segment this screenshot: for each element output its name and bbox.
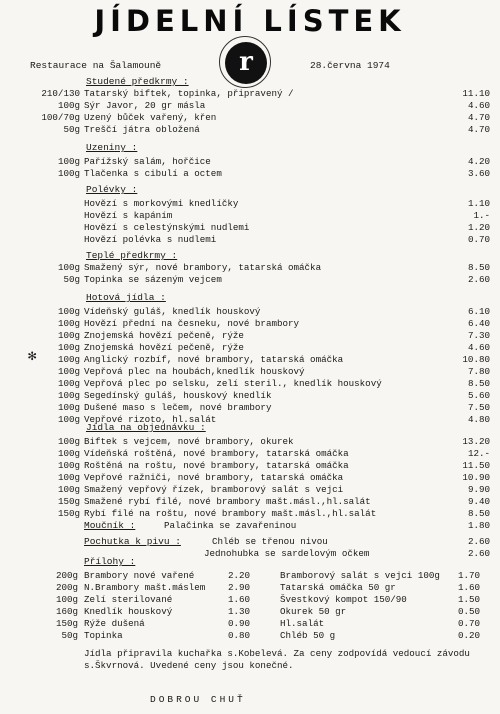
menu-item xyxy=(0,124,500,136)
restaurant-name: Restaurace na Šalamouně xyxy=(30,60,162,71)
item-price: 10.90 xyxy=(462,472,490,483)
item-price: 8.50 xyxy=(467,262,490,273)
item-price: 3.60 xyxy=(467,168,490,179)
item-name: Smažený sýr, nové brambory, tatarská omáčka xyxy=(84,262,322,273)
item-price: 12.- xyxy=(467,448,490,459)
menu-item xyxy=(0,330,500,342)
item-quantity: 100g xyxy=(57,402,80,413)
side-price: 1.30 xyxy=(228,606,251,617)
side-name: Okurek 50 gr xyxy=(280,606,347,617)
side-quantity: 200g xyxy=(55,570,78,581)
side-name: Topinka xyxy=(84,630,123,641)
item-quantity: 100g xyxy=(57,342,80,353)
item-name: Hovězí s celestýnskými nudlemi xyxy=(84,222,250,233)
item-price: 1.10 xyxy=(467,198,490,209)
menu-item xyxy=(0,378,500,390)
menu-item xyxy=(0,354,500,366)
side-name: Brambory nové vařené xyxy=(84,570,195,581)
menu-item xyxy=(0,88,500,100)
side-quantity: 200g xyxy=(55,582,78,593)
menu-item xyxy=(0,472,500,484)
item-price: 4.70 xyxy=(467,124,490,135)
item-quantity: 100g xyxy=(57,460,80,471)
item-name: Tatarský biftek, topinka, připravený / xyxy=(84,88,294,99)
side-name: Švestkový kompot 150/90 xyxy=(280,594,407,605)
menu-item xyxy=(0,484,500,496)
menu-title: JÍDELNÍ LÍSTEK xyxy=(94,4,406,38)
item-quantity: 100g xyxy=(57,354,80,365)
menu-item xyxy=(0,508,500,520)
menu-item xyxy=(0,274,500,286)
item-quantity: 100g xyxy=(57,436,80,447)
side-quantity: 100g xyxy=(55,594,78,605)
item-name: Smažené rybí filé, nové brambory mašt.másl.,hl.salát xyxy=(84,496,371,507)
side-name: Bramborový salát s vejci 100g xyxy=(280,570,440,581)
side-price: 1.50 xyxy=(458,594,481,605)
menu-item xyxy=(0,448,500,460)
item-price: 7.80 xyxy=(467,366,490,377)
item-price: 2.60 xyxy=(467,536,490,547)
item-price: 8.50 xyxy=(467,508,490,519)
side-quantity: 50g xyxy=(61,630,78,641)
item-quantity: 100g xyxy=(57,318,80,329)
logo-letter: r xyxy=(239,47,253,77)
item-quantity: 100g xyxy=(57,378,80,389)
section-teple: Teplé předkrmy : xyxy=(86,250,178,261)
side-name: Hl.salát xyxy=(280,618,325,629)
item-quantity: 50g xyxy=(63,124,80,135)
item-name: Smažený vepřový řízek, bramborový salát s vejci xyxy=(84,484,344,495)
menu-item xyxy=(0,100,500,112)
section-moucnik: Moučník : xyxy=(84,520,136,531)
item-name: Segedínský guláš, houskový knedlík xyxy=(84,390,272,401)
item-name: Roštěná na roštu, nové brambory, tatarská omáčka xyxy=(84,460,349,471)
menu-item xyxy=(0,222,500,234)
menu-item xyxy=(0,402,500,414)
item-quantity: 100g xyxy=(57,306,80,317)
menu-item xyxy=(0,262,500,274)
item-name: Tlačenka s cibulí a octem xyxy=(84,168,222,179)
item-quantity: 100g xyxy=(57,262,80,273)
side-name: N.Brambory mašt.máslem xyxy=(84,582,206,593)
section-prilohy: Přílohy : xyxy=(84,556,136,567)
side-quantity: 160g xyxy=(55,606,78,617)
side-price: 2.20 xyxy=(228,570,251,581)
item-name: Hovězí s morkovými knedlíčky xyxy=(84,198,239,209)
restaurant-logo xyxy=(225,42,267,84)
item-price: 7.50 xyxy=(467,402,490,413)
side-name: Chléb 50 g xyxy=(280,630,336,641)
menu-item xyxy=(0,414,500,426)
item-quantity: 150g xyxy=(57,508,80,519)
item-price: 4.60 xyxy=(467,100,490,111)
menu-item xyxy=(0,168,500,180)
item-quantity: 100g xyxy=(57,168,80,179)
menu-item xyxy=(0,536,500,548)
item-quantity: 100/70g xyxy=(41,112,80,123)
item-name: Hovězí polévka s nudlemi xyxy=(84,234,217,245)
item-quantity: 100g xyxy=(57,472,80,483)
item-quantity: 100g xyxy=(57,100,80,111)
item-name: Treščí játra obložená xyxy=(84,124,200,135)
item-price: 10.80 xyxy=(462,354,490,365)
item-name: Hovězí s kapáním xyxy=(84,210,173,221)
item-price: 4.20 xyxy=(467,156,490,167)
section-pochutka: Pochutka k pivu : xyxy=(84,536,181,547)
item-price: 4.70 xyxy=(467,112,490,123)
item-quantity: 50g xyxy=(63,274,80,285)
item-name: Hovězí přední na česneku, nové brambory xyxy=(84,318,300,329)
item-price: 1.80 xyxy=(467,520,490,531)
item-quantity: 210/130 xyxy=(41,88,80,99)
menu-item xyxy=(0,366,500,378)
menu-item xyxy=(0,460,500,472)
menu-item xyxy=(0,342,500,354)
menu-item xyxy=(0,234,500,246)
item-price: 6.40 xyxy=(467,318,490,329)
item-name: Biftek s vejcem, nové brambory, okurek xyxy=(84,436,294,447)
section-objednavku: Jídla na objednávku : xyxy=(86,422,206,433)
section-studene: Studené předkrmy : xyxy=(86,76,189,87)
item-name: Topinka se sázeným vejcem xyxy=(84,274,222,285)
item-price: 2.60 xyxy=(467,274,490,285)
item-price: 13.20 xyxy=(462,436,490,447)
item-quantity: 100g xyxy=(57,414,80,425)
item-name: Sýr Javor, 20 gr másla xyxy=(84,100,206,111)
item-name: Anglický rozbíf, nové brambory, tatarská omáčka xyxy=(84,354,344,365)
item-name: Vepřová plec po selsku, zelí steril., knedlík houskový xyxy=(84,378,382,389)
side-price: 0.70 xyxy=(458,618,481,629)
item-price: 9.90 xyxy=(467,484,490,495)
section-hotova: Hotová jídla : xyxy=(86,292,166,303)
item-name: Znojemská hovězí pečeně, rýže xyxy=(84,330,244,341)
menu-item xyxy=(0,318,500,330)
item-quantity: 150g xyxy=(57,496,80,507)
item-name: Uzený bůček vařený, křen xyxy=(84,112,217,123)
side-name: Rýže dušená xyxy=(84,618,145,629)
item-quantity: 100g xyxy=(57,390,80,401)
side-price: 1.60 xyxy=(228,594,251,605)
item-name: Znojemská hovězí pečeně, rýže xyxy=(84,342,244,353)
closing-text: DOBROU CHUŤ xyxy=(150,694,246,705)
item-quantity: 100g xyxy=(57,156,80,167)
menu-item xyxy=(0,496,500,508)
item-price: 4.80 xyxy=(467,414,490,425)
item-name: Vídeňský guláš, knedlík houskový xyxy=(84,306,261,317)
item-name: Palačinka se zavařeninou xyxy=(164,520,297,531)
item-name: Vepřové ražniči, nové brambory, tatarská omáčka xyxy=(84,472,344,483)
item-quantity: 100g xyxy=(57,330,80,341)
menu-item xyxy=(0,198,500,210)
item-price: 4.60 xyxy=(467,342,490,353)
item-price: 8.50 xyxy=(467,378,490,389)
item-price: 9.40 xyxy=(467,496,490,507)
menu-item xyxy=(0,520,500,532)
item-price: 1.20 xyxy=(467,222,490,233)
side-name: Knedlík houskový xyxy=(84,606,173,617)
item-name: Vepřová plec na houbách,knedlík houskový xyxy=(84,366,305,377)
side-price: 2.90 xyxy=(228,582,251,593)
item-price: 1.- xyxy=(473,210,490,221)
item-name: Vepřové rizoto, hl.salát xyxy=(84,414,217,425)
side-price: 0.80 xyxy=(228,630,251,641)
menu-item xyxy=(0,306,500,318)
item-quantity: 100g xyxy=(57,484,80,495)
item-price: 11.50 xyxy=(462,460,490,471)
menu-date: 28.června 1974 xyxy=(310,60,390,71)
item-price: 6.10 xyxy=(467,306,490,317)
menu-item xyxy=(0,156,500,168)
item-name: Dušené maso s lečem, nové brambory xyxy=(84,402,272,413)
side-price: 0.90 xyxy=(228,618,251,629)
item-name: Vídeňská roštěná, nové brambory, tatarská omáčka xyxy=(84,448,349,459)
section-polevky: Polévky : xyxy=(86,184,138,195)
menu-item xyxy=(0,436,500,448)
section-uzeniny: Uzeniny : xyxy=(86,142,138,153)
side-name: Tatarská omáčka 50 gr xyxy=(280,582,396,593)
side-name: Zelí sterilované xyxy=(84,594,173,605)
item-quantity: 100g xyxy=(57,448,80,459)
side-price: 1.60 xyxy=(458,582,481,593)
item-name: Rybí filé na roštu, nové brambory mašt.másl.,hl.salát xyxy=(84,508,377,519)
item-price: 5.60 xyxy=(467,390,490,401)
side-price: 1.70 xyxy=(458,570,481,581)
menu-item xyxy=(0,390,500,402)
item-quantity: 100g xyxy=(57,366,80,377)
side-price: 0.50 xyxy=(458,606,481,617)
item-name: Jednohubka se sardelovým očkem xyxy=(204,548,370,559)
item-price: 2.60 xyxy=(467,548,490,559)
handwritten-mark: ✻ xyxy=(28,349,37,365)
item-price: 7.30 xyxy=(467,330,490,341)
item-price: 0.70 xyxy=(467,234,490,245)
item-name: Pařížský salám, hořčice xyxy=(84,156,211,167)
menu-item xyxy=(0,548,500,560)
item-price: 11.10 xyxy=(462,88,490,99)
menu-item xyxy=(0,112,500,124)
menu-item xyxy=(0,210,500,222)
side-price: 0.20 xyxy=(458,630,481,641)
footer-note: Jídla připravila kuchařka s.Kobelevá. Za ceny zodpovídá vedoucí závodu s.Škvrnová. Uvedené ceny jsou konečné. xyxy=(84,648,470,671)
side-quantity: 150g xyxy=(55,618,78,629)
item-name: Chléb se třenou nivou xyxy=(212,536,328,547)
